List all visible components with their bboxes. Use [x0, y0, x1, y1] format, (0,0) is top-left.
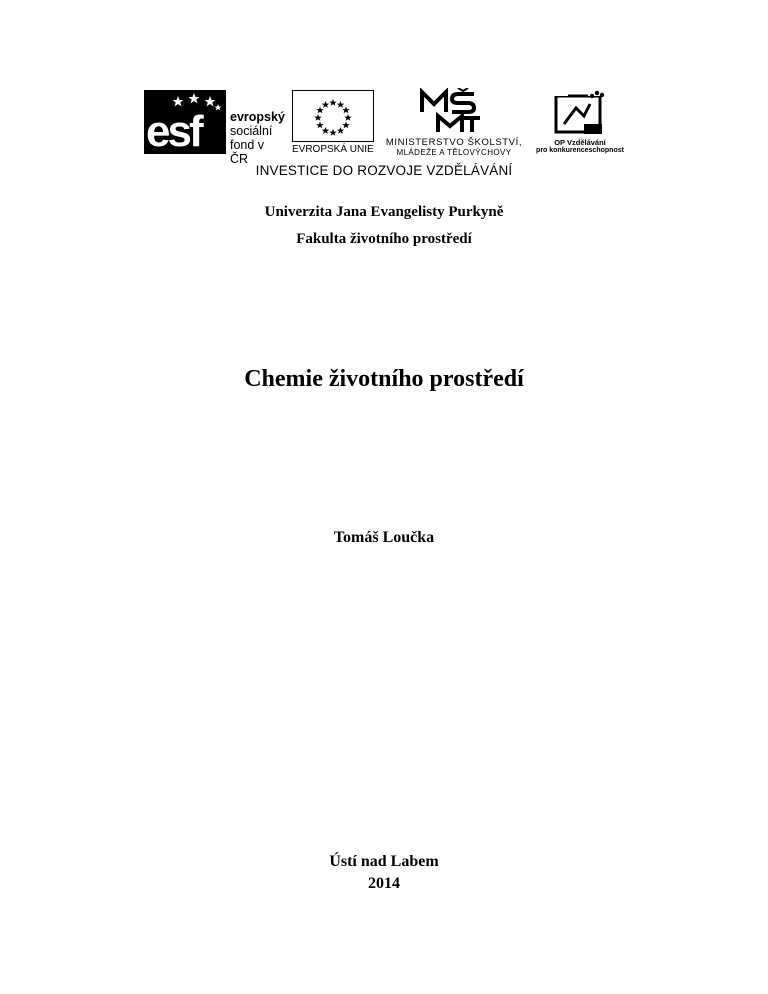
- opvk-logo: [532, 88, 628, 158]
- msmt-mark-icon: [418, 88, 482, 134]
- esf-line-3: fond v ČR: [230, 138, 265, 166]
- eu-logo: [292, 90, 376, 154]
- esf-text: [230, 110, 285, 166]
- eu-label: EVROPSKÁ UNIE: [292, 144, 374, 155]
- faculty-name: Fakulta životního prostředí: [296, 231, 472, 247]
- publication-year: 2014: [368, 875, 400, 892]
- esf-line-1: evropský: [230, 110, 285, 124]
- eu-flag: [292, 90, 374, 142]
- document-title: Chemie životního prostředí: [244, 366, 524, 392]
- msmt-line-1: MINISTERSTVO ŠKOLSTVÍ,: [385, 137, 523, 148]
- opvk-line-1: OP Vzdělávání: [554, 138, 606, 147]
- tagline: INVESTICE DO ROZVOJE VZDĚLÁVÁNÍ: [255, 163, 513, 178]
- esf-line-2: sociální: [230, 124, 273, 138]
- author-name: Tomáš Loučka: [333, 529, 435, 546]
- logo-bar: [144, 88, 624, 166]
- opvk-mark-icon: [554, 90, 606, 136]
- publication-city: Ústí nad Labem: [329, 853, 439, 870]
- msmt-logo: [382, 88, 522, 158]
- opvk-line-2: pro konkurenceschopnost: [536, 147, 624, 154]
- eu-stars-icon: [293, 91, 373, 141]
- msmt-line-2: MLÁDEŽE A TĚLOVÝCHOVY: [396, 148, 512, 157]
- esf-logo: [144, 88, 285, 166]
- esf-letters: esf: [146, 107, 201, 156]
- university-name: Univerzita Jana Evangelisty Purkyně: [264, 204, 504, 220]
